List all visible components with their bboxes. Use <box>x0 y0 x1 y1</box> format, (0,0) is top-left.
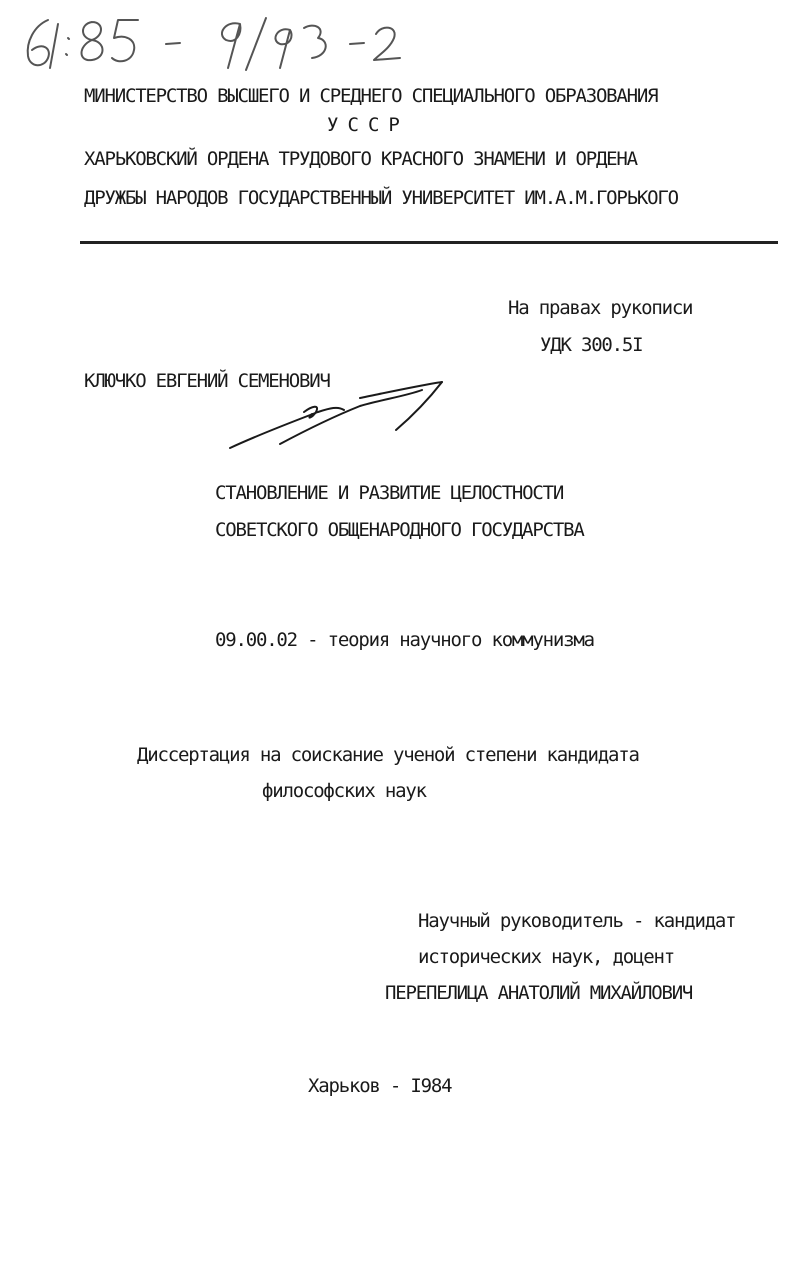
city-year: Харьков - I984 <box>308 1075 452 1097</box>
dissertation-title-line1: СТАНОВЛЕНИЕ И РАЗВИТИЕ ЦЕЛОСТНОСТИ <box>215 482 564 504</box>
udc-code: УДК 300.5I <box>540 334 643 356</box>
republic-heading: У С С Р <box>327 114 399 136</box>
manuscript-rights-note: На правах рукописи <box>508 297 693 319</box>
supervisor-line1: Научный руководитель - кандидат <box>418 910 736 932</box>
ministry-heading: МИНИСТЕРСТВО ВЫСШЕГО И СРЕДНЕГО СПЕЦИАЛЬНОГО ОБРАЗОВАНИЯ <box>84 85 658 107</box>
university-heading-line2: ДРУЖБЫ НАРОДОВ ГОСУДАРСТВЕННЫЙ УНИВЕРСИТЕТ ИМ.А.М.ГОРЬКОГО <box>84 187 678 209</box>
author-name: КЛЮЧКО ЕВГЕНИЙ СЕМЕНОВИЧ <box>84 370 330 392</box>
degree-statement-line1: Диссертация на соискание ученой степени кандидата <box>137 744 639 766</box>
header-divider <box>80 241 778 244</box>
supervisor-name: ПЕРЕПЕЛИЦА АНАТОЛИЙ МИХАЙЛОВИЧ <box>385 982 693 1004</box>
specialty-code: 09.00.02 - теория научного коммунизма <box>215 629 594 651</box>
supervisor-line2: исторических наук, доцент <box>418 946 674 968</box>
dissertation-title-line2: СОВЕТСКОГО ОБЩЕНАРОДНОГО ГОСУДАРСТВА <box>215 519 584 541</box>
handwritten-archive-number <box>14 12 414 74</box>
degree-statement-line2: философских наук <box>262 780 426 802</box>
university-heading-line1: ХАРЬКОВСКИЙ ОРДЕНА ТРУДОВОГО КРАСНОГО ЗНАМЕНИ И ОРДЕНА <box>84 148 637 170</box>
author-signature <box>220 376 460 466</box>
